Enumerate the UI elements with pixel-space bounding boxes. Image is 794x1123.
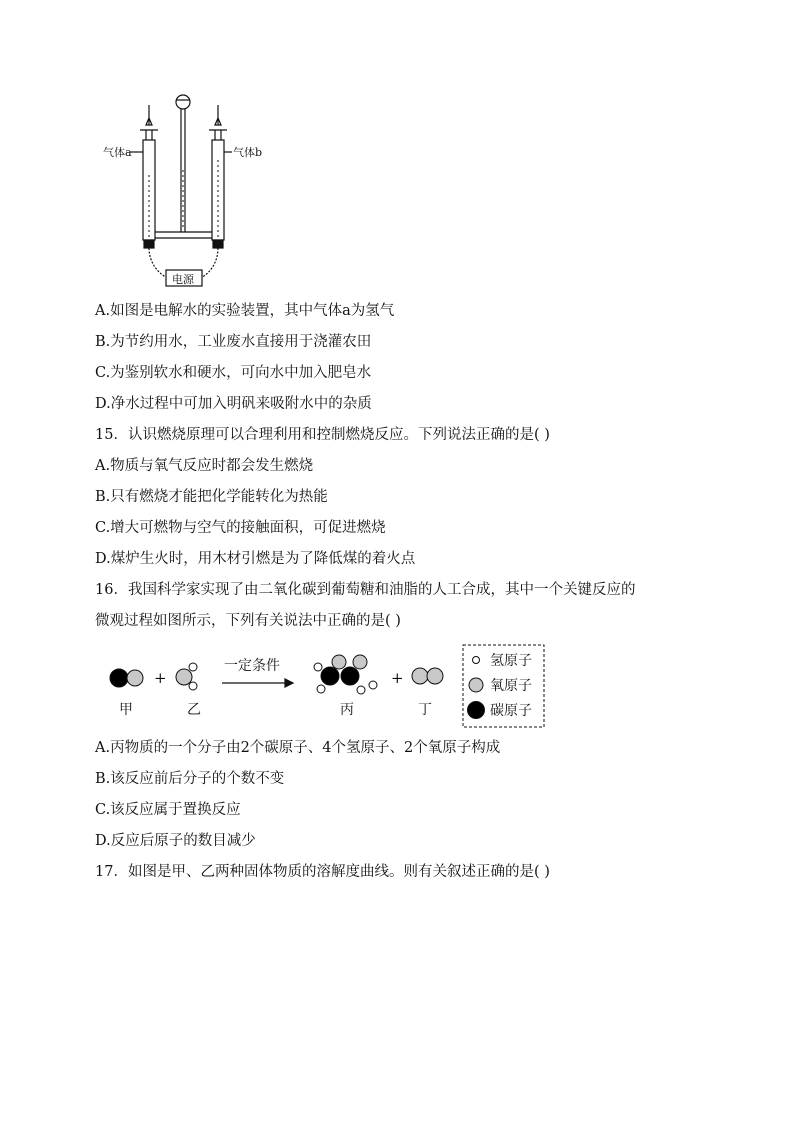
legend-oxygen-label: 氧原子 [490,678,532,694]
q16-stem-line2: 微观过程如图所示，下列有关说法中正确的是( ) [95,613,401,629]
molecule-ding [412,668,443,684]
q16-option-c: C.该反应属于置换反应 [95,802,241,818]
q16-option-b: B.该反应前后分子的个数不变 [95,771,285,787]
legend-carbon [468,702,533,720]
molecule-jia [110,669,143,687]
gas-a-label: 气体a [103,146,132,159]
reaction-condition: 一定条件 [224,658,280,674]
q17-stem: 17．如图是甲、乙两种固体物质的溶解度曲线。则有关叙述正确的是( ) [95,864,550,880]
q15-stem: 15．认识燃烧原理可以合理利用和控制燃烧反应。下列说法正确的是( ) [95,427,550,443]
q15-option-d: D.煤炉生火时，用木材引燃是为了降低煤的着火点 [95,551,416,567]
q14-option-d: D.净水过程中可加入明矾来吸附水中的杂质 [95,396,372,412]
power-label: 电源 [172,273,194,286]
q14-option-a: A.如图是电解水的实验装置，其中气体a为氢气 [95,303,395,319]
q14-option-b: B.为节约用水，工业废水直接用于浇灌农田 [95,334,372,350]
legend-oxygen [469,678,532,694]
q15-option-b: B.只有燃烧才能把化学能转化为热能 [95,489,328,505]
q16-stem-line1: 16．我国科学家实现了由二氧化碳到葡萄糖和油脂的人工合成，其中一个关键反应的 [95,582,636,598]
molecule-yi [176,663,197,690]
label-yi: 乙 [187,702,201,718]
q16-option-d: D.反应后原子的数目减少 [95,833,256,849]
q15-option-a: A.物质与氧气反应时都会发生燃烧 [95,458,314,474]
label-bing: 丙 [340,702,354,718]
molecule-bing [314,655,377,694]
gas-b-label: 气体b [233,146,263,159]
legend-hydrogen-label: 氢原子 [490,653,532,669]
legend-hydrogen [473,653,533,669]
reaction-arrow [222,679,293,687]
electrolysis-apparatus [0,0,794,300]
reaction-diagram [0,640,794,730]
q16-option-a: A.丙物质的一个分子由2个碳原子、4个氢原子、2个氧原子构成 [95,740,501,756]
q15-option-c: C.增大可燃物与空气的接触面积，可促进燃烧 [95,520,386,536]
q14-option-c: C.为鉴别软水和硬水，可向水中加入肥皂水 [95,365,372,381]
label-jia: 甲 [119,702,133,718]
label-ding: 丁 [418,702,432,718]
plus-1: + [154,669,167,687]
plus-2: + [391,669,404,687]
legend-carbon-label: 碳原子 [490,703,532,719]
